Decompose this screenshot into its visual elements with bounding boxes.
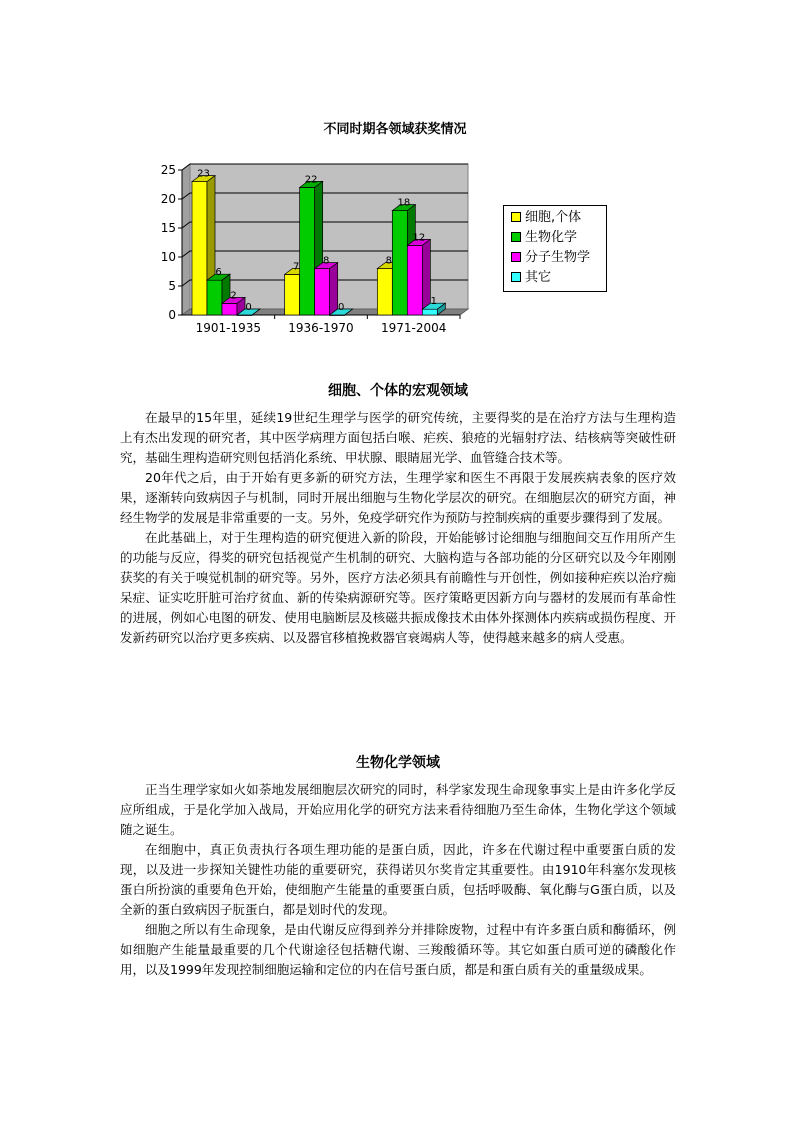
bar (300, 187, 315, 315)
data-label: 6 (215, 267, 222, 279)
bar-chart (150, 150, 490, 340)
paragraph: 在细胞中，真正负责执行各项生理功能的是蛋白质，因此，许多在代谢过程中重要蛋白质的发现，以及进一步探知关键性功能的重要研究，获得诺贝尔奖肯定其重要性。由1910年科塞尔发现核蛋白所扮演的重要角色开始，使细胞产生能量的重要蛋白质，包括呼吸酶、氧化酶与G蛋白质，以及全新的蛋白致病因子朊蛋白，都是划时代的发现。 (120, 842, 676, 917)
bar (207, 280, 222, 315)
legend-swatch (511, 272, 521, 282)
bar (377, 269, 392, 315)
bar (407, 245, 422, 315)
data-label: 12 (412, 232, 426, 244)
bar (392, 211, 407, 315)
x-tick-label: 1936-1970 (288, 321, 354, 335)
paragraph: 20年代之后，由于开始有更多新的研究方法，生理学家和医生不再限于发展疾病表象的医疗效果，逐渐转向致病因子与机制，同时开展出细胞与生物化学层次的研究。在细胞层次的研究方面，神经生物学的发展是非常重要的一支。另外，免疫学研究作为预防与控制疾病的重要步骤得到了发展。 (120, 470, 676, 525)
legend-label: 生物化学 (525, 230, 578, 245)
data-label: 18 (397, 197, 411, 209)
data-label: 22 (304, 174, 318, 186)
bar (285, 274, 300, 315)
x-tick-label: 1901-1935 (195, 321, 262, 335)
legend-item (511, 268, 551, 288)
data-label: 23 (197, 168, 210, 180)
y-tick-label: 20 (160, 192, 176, 206)
legend-label: 细胞,个体 (525, 210, 582, 225)
chart-title: 不同时期各领域获奖情况 (323, 122, 467, 137)
data-label: 8 (385, 255, 393, 267)
bar (192, 182, 207, 315)
paragraph: 细胞之所以有生命现象，是由代谢反应得到养分并排除废物，过程中有许多蛋白质和酶循环，例如细胞产生能量最重要的几个代谢途径包括糖代谢、三羧酸循环等。其它如蛋白质可逆的磷酸化作用，以及1999年发现控制细胞运输和定位的内在信号蛋白质，都是和蛋白质有关的重量级成果。 (120, 922, 676, 977)
bar (315, 269, 330, 315)
section-title: 生物化学领域 (356, 755, 440, 771)
y-tick-label: 25 (160, 163, 176, 177)
legend-label: 分子生物学 (525, 250, 591, 265)
legend-item (511, 248, 590, 268)
legend-swatch (511, 212, 521, 222)
y-tick-label: 15 (160, 221, 176, 235)
bar (222, 303, 237, 315)
bar-side (330, 263, 338, 315)
legend-label: 其它 (525, 270, 552, 285)
data-label: 7 (292, 261, 300, 273)
section-title: 细胞、个体的宏观领域 (328, 383, 468, 399)
y-tick-label: 0 (168, 308, 176, 322)
legend-item (511, 208, 581, 228)
data-label: 8 (322, 255, 330, 267)
data-label: 0 (337, 302, 345, 313)
y-tick-label: 5 (168, 279, 176, 293)
x-tick-label: 1971-2004 (380, 321, 447, 335)
y-tick-label: 10 (160, 250, 176, 264)
data-label: 0 (245, 302, 252, 313)
paragraph: 在最早的15年里，延续19世纪生理学与医学的研究传统，主要得奖的是在治疗方法与生理构造上有杰出发现的研究者，其中医学病理方面包括白喉、疟疾、狼疮的光辐射疗法、结核病等突破性研究，基础生理构造研究则包括消化系统、甲状腺、眼睛屈光学、血管缝合技术等。 (120, 410, 676, 465)
chart-legend (503, 205, 607, 292)
section-body (120, 780, 676, 980)
legend-item (511, 228, 577, 248)
data-label: 2 (230, 290, 237, 302)
chart-side-wall (182, 164, 190, 315)
bar (422, 309, 437, 315)
legend-swatch (511, 252, 521, 262)
paragraph: 正当生理学家如火如荼地发展细胞层次研究的同时，科学家发现生命现象事实上是由许多化学反应所组成，于是化学加入战局，开始应用化学的研究方法来看待细胞乃至生命体，生物化学这个领域随之诞生。 (120, 782, 676, 837)
paragraph: 在此基础上，对于生理构造的研究便进入新的阶段，开始能够讨论细胞与细胞间交互作用所产生的功能与反应，得奖的研究包括视觉产生机制的研究、大脑构造与各部功能的分区研究以及今年刚刚获奖的有关于嗅觉机制的研究等。另外，医疗方法必须具有前瞻性与开创性，例如接种疟疾以治疗痴呆症、证实吃肝脏可治疗贫血、新的传染病源研究等。医疗策略更因新方向与器材的发展而有革命性的进展，例如心电图的研发、使用电脑断层及核磁共振成像技术由体外探测体内疾病或损伤程度、开发新药研究以治疗更多疾病、以及器官移植挽救器官衰竭病人等，使得越来越多的病人受惠。 (120, 530, 676, 645)
bar-side (422, 239, 430, 315)
section-body (120, 408, 676, 648)
data-label: 1 (430, 296, 438, 308)
legend-swatch (511, 232, 521, 242)
